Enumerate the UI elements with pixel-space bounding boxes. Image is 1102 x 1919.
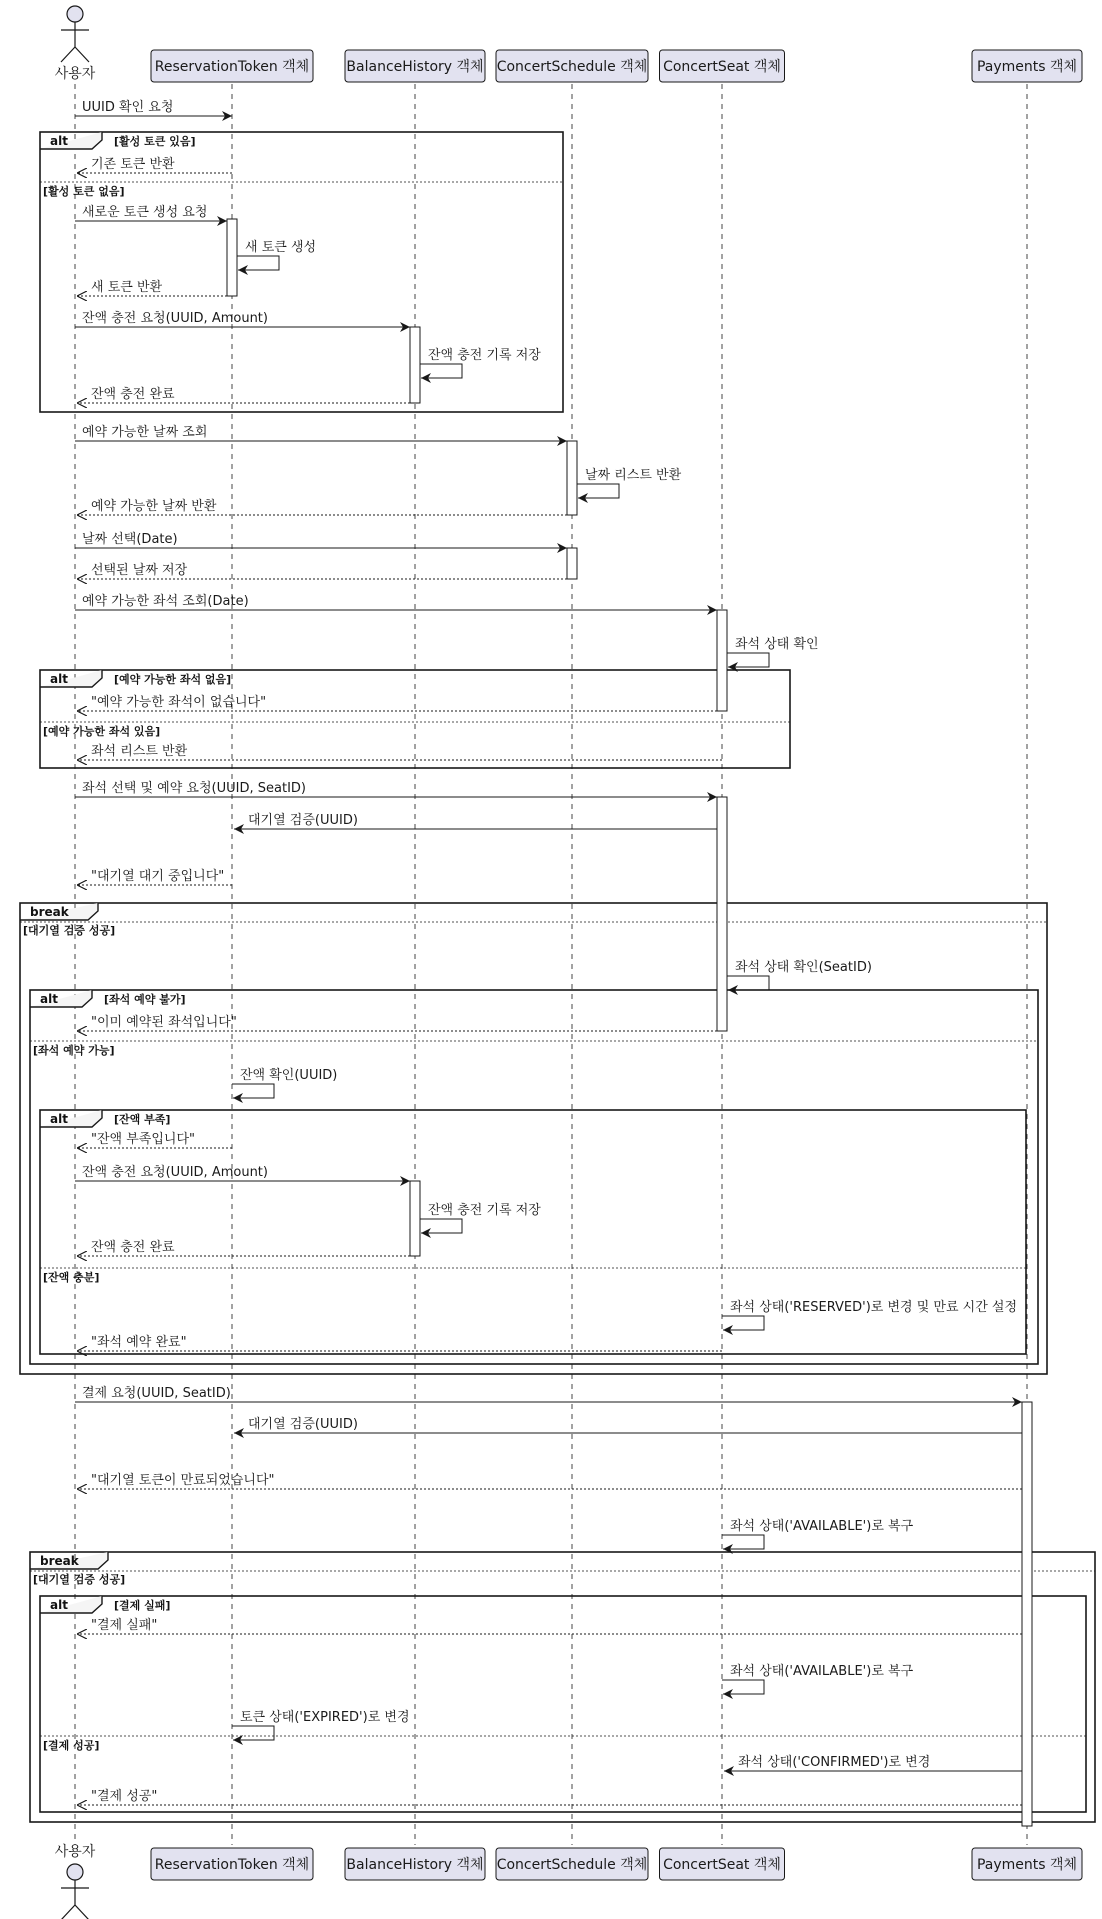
- message-self: [722, 1663, 914, 1694]
- message-label: 날짜 선택(Date): [82, 532, 178, 547]
- activation-bar-schedule: [567, 441, 577, 515]
- message-return: [77, 562, 567, 579]
- message-call: [234, 1416, 1022, 1433]
- message-label: "결제 실패": [91, 1618, 158, 1633]
- activation-bar-seat: [717, 797, 727, 1031]
- message-call: [75, 1385, 1022, 1402]
- participant-label-bottom: 사용자: [54, 1844, 96, 1860]
- message-return: [77, 1788, 1022, 1805]
- message-return: [77, 1472, 1022, 1489]
- message-label: 대기열 검증(UUID): [248, 1417, 358, 1432]
- activation-bar-balance: [410, 1181, 420, 1256]
- participant-label-balance-top: BalanceHistory 객체: [346, 59, 484, 75]
- message-self: [727, 959, 872, 990]
- message-label: 좌석 상태('CONFIRMED')로 변경: [738, 1755, 931, 1770]
- message-label: 새 토큰 생성: [245, 240, 317, 255]
- message-return: [77, 868, 232, 885]
- message-return: [77, 694, 717, 711]
- message-label: "대기열 토큰이 만료되었습니다": [91, 1473, 275, 1488]
- message-self: [577, 467, 682, 498]
- message-label: 예약 가능한 날짜 조회: [82, 425, 208, 440]
- message-call: [75, 424, 567, 441]
- message-label: 새 토큰 반환: [91, 280, 163, 295]
- message-self: [237, 239, 316, 270]
- fragment-keyword: alt: [50, 134, 68, 148]
- participant-label-balance-bottom: BalanceHistory 객체: [346, 1857, 484, 1873]
- message-label: 좌석 상태 확인(SeatID): [735, 960, 872, 975]
- fragment-break: [30, 1552, 1095, 1822]
- message-label: 예약 가능한 좌석 조회(Date): [82, 594, 249, 609]
- message-label: 좌석 리스트 반환: [91, 744, 188, 759]
- message-call: [75, 531, 567, 548]
- message-self: [420, 347, 541, 378]
- activation-bar-balance: [410, 327, 420, 403]
- message-label: 잔액 충전 기록 저장: [428, 1203, 541, 1218]
- message-label: 잔액 충전 요청(UUID, Amount): [82, 311, 268, 326]
- fragment-condition: [대기열 검증 성공]: [23, 924, 116, 937]
- fragment-condition: [좌석 예약 불가]: [104, 993, 186, 1006]
- message-call: [75, 204, 227, 221]
- fragment-keyword: break: [30, 905, 69, 919]
- message-call: [234, 812, 717, 829]
- participant-label-schedule-bottom: ConcertSchedule 객체: [496, 1857, 648, 1873]
- actor-bottom-icon: [61, 1864, 89, 1919]
- message-call: [75, 593, 717, 610]
- activation-bar-pay: [1022, 1402, 1032, 1826]
- message-arrow: [420, 364, 462, 378]
- message-return: [77, 743, 722, 760]
- message-return: [77, 498, 567, 515]
- message-label: 토큰 상태('EXPIRED')로 변경: [240, 1710, 410, 1725]
- message-call: [75, 780, 717, 797]
- actor-top-icon: [61, 6, 89, 62]
- message-label: 좌석 상태('AVAILABLE')로 복구: [730, 1519, 914, 1534]
- message-return: [77, 279, 227, 296]
- message-self: [420, 1202, 541, 1233]
- message-self: [722, 1518, 914, 1549]
- message-label: 잔액 충전 완료: [91, 387, 175, 402]
- message-label: 잔액 충전 기록 저장: [428, 348, 541, 363]
- fragment-condition: [활성 토큰 있음]: [114, 135, 196, 148]
- message-call: [75, 99, 232, 116]
- message-return: [77, 1131, 232, 1148]
- participant-label-token-bottom: ReservationToken 객체: [154, 1857, 310, 1873]
- message-self: [722, 1299, 1017, 1330]
- message-return: [77, 386, 410, 403]
- message-self: [232, 1709, 410, 1740]
- message-label: UUID 확인 요청: [82, 100, 174, 115]
- participant-label-pay-bottom: Payments 객체: [976, 1857, 1078, 1873]
- message-arrow: [232, 1084, 274, 1098]
- message-label: 날짜 리스트 반환: [585, 468, 682, 483]
- message-label: "예약 가능한 좌석이 없습니다": [91, 695, 267, 710]
- message-label: 좌석 선택 및 예약 요청(UUID, SeatID): [82, 781, 306, 796]
- activation-bar-schedule: [567, 548, 577, 579]
- message-label: 선택된 날짜 저장: [91, 563, 188, 578]
- message-label: 좌석 상태 확인: [735, 637, 819, 652]
- message-label: 좌석 상태('AVAILABLE')로 복구: [730, 1664, 914, 1679]
- message-return: [77, 1014, 717, 1031]
- fragment-condition: [결제 성공]: [43, 1739, 100, 1752]
- message-label: "잔액 부족입니다": [91, 1132, 195, 1147]
- message-call: [75, 1164, 410, 1181]
- message-label: "이미 예약된 좌석입니다": [91, 1015, 237, 1030]
- fragment-keyword: alt: [50, 672, 68, 686]
- message-label: 잔액 충전 요청(UUID, Amount): [82, 1165, 268, 1180]
- fragment-condition: [잔액 부족]: [114, 1113, 171, 1126]
- activation-bar-token: [227, 219, 237, 296]
- participant-label-seat-bottom: ConcertSeat 객체: [663, 1857, 781, 1873]
- message-return: [77, 1334, 722, 1351]
- message-label: 대기열 검증(UUID): [248, 813, 358, 828]
- fragment-alt: [40, 132, 563, 412]
- message-label: 결제 요청(UUID, SeatID): [82, 1386, 231, 1401]
- participant-label-pay-top: Payments 객체: [976, 59, 1078, 75]
- message-label: 잔액 확인(UUID): [240, 1068, 338, 1083]
- fragment-condition: [예약 가능한 좌석 있음]: [43, 725, 161, 738]
- fragment-condition: [대기열 검증 성공]: [33, 1573, 126, 1586]
- message-call: [75, 310, 410, 327]
- message-arrow: [232, 1726, 274, 1740]
- participant-label-top: 사용자: [54, 66, 96, 82]
- message-arrow: [420, 1219, 462, 1233]
- message-label: "좌석 예약 완료": [91, 1335, 187, 1350]
- message-label: 예약 가능한 날짜 반환: [91, 499, 217, 514]
- fragment-condition: [잔액 충분]: [43, 1271, 100, 1284]
- fragment-condition: [좌석 예약 가능]: [33, 1044, 115, 1057]
- fragment-keyword: alt: [40, 992, 58, 1006]
- fragment-alt: [40, 1596, 1086, 1812]
- message-return: [77, 156, 232, 173]
- fragment-condition: [활성 토큰 없음]: [43, 185, 125, 198]
- message-label: 기존 토큰 반환: [91, 157, 175, 172]
- message-call: [724, 1754, 1022, 1771]
- message-arrow: [722, 1680, 764, 1694]
- message-label: 좌석 상태('RESERVED')로 변경 및 만료 시간 설정: [730, 1300, 1018, 1315]
- message-label: "대기열 대기 중입니다": [91, 869, 225, 884]
- message-arrow: [722, 1316, 764, 1330]
- message-label: "결제 성공": [91, 1789, 158, 1804]
- fragment-keyword: break: [40, 1554, 79, 1568]
- message-label: 새로운 토큰 생성 요청: [82, 205, 208, 220]
- participant-label-schedule-top: ConcertSchedule 객체: [496, 59, 648, 75]
- fragment-keyword: alt: [50, 1598, 68, 1612]
- message-arrow: [722, 1535, 764, 1549]
- message-label: 잔액 충전 완료: [91, 1240, 175, 1255]
- message-arrow: [237, 256, 279, 270]
- participant-label-token-top: ReservationToken 객체: [154, 59, 310, 75]
- activation-bar-seat: [717, 610, 727, 711]
- message-return: [77, 1239, 410, 1256]
- message-arrow: [727, 653, 769, 667]
- fragment-keyword: alt: [50, 1112, 68, 1126]
- message-self: [727, 636, 819, 667]
- participant-label-seat-top: ConcertSeat 객체: [663, 59, 781, 75]
- message-self: [232, 1067, 337, 1098]
- message-arrow: [577, 484, 619, 498]
- fragment-condition: [결제 실패]: [114, 1599, 171, 1612]
- message-return: [77, 1617, 1022, 1634]
- message-arrow: [727, 976, 769, 990]
- fragment-condition: [예약 가능한 좌석 없음]: [114, 673, 232, 686]
